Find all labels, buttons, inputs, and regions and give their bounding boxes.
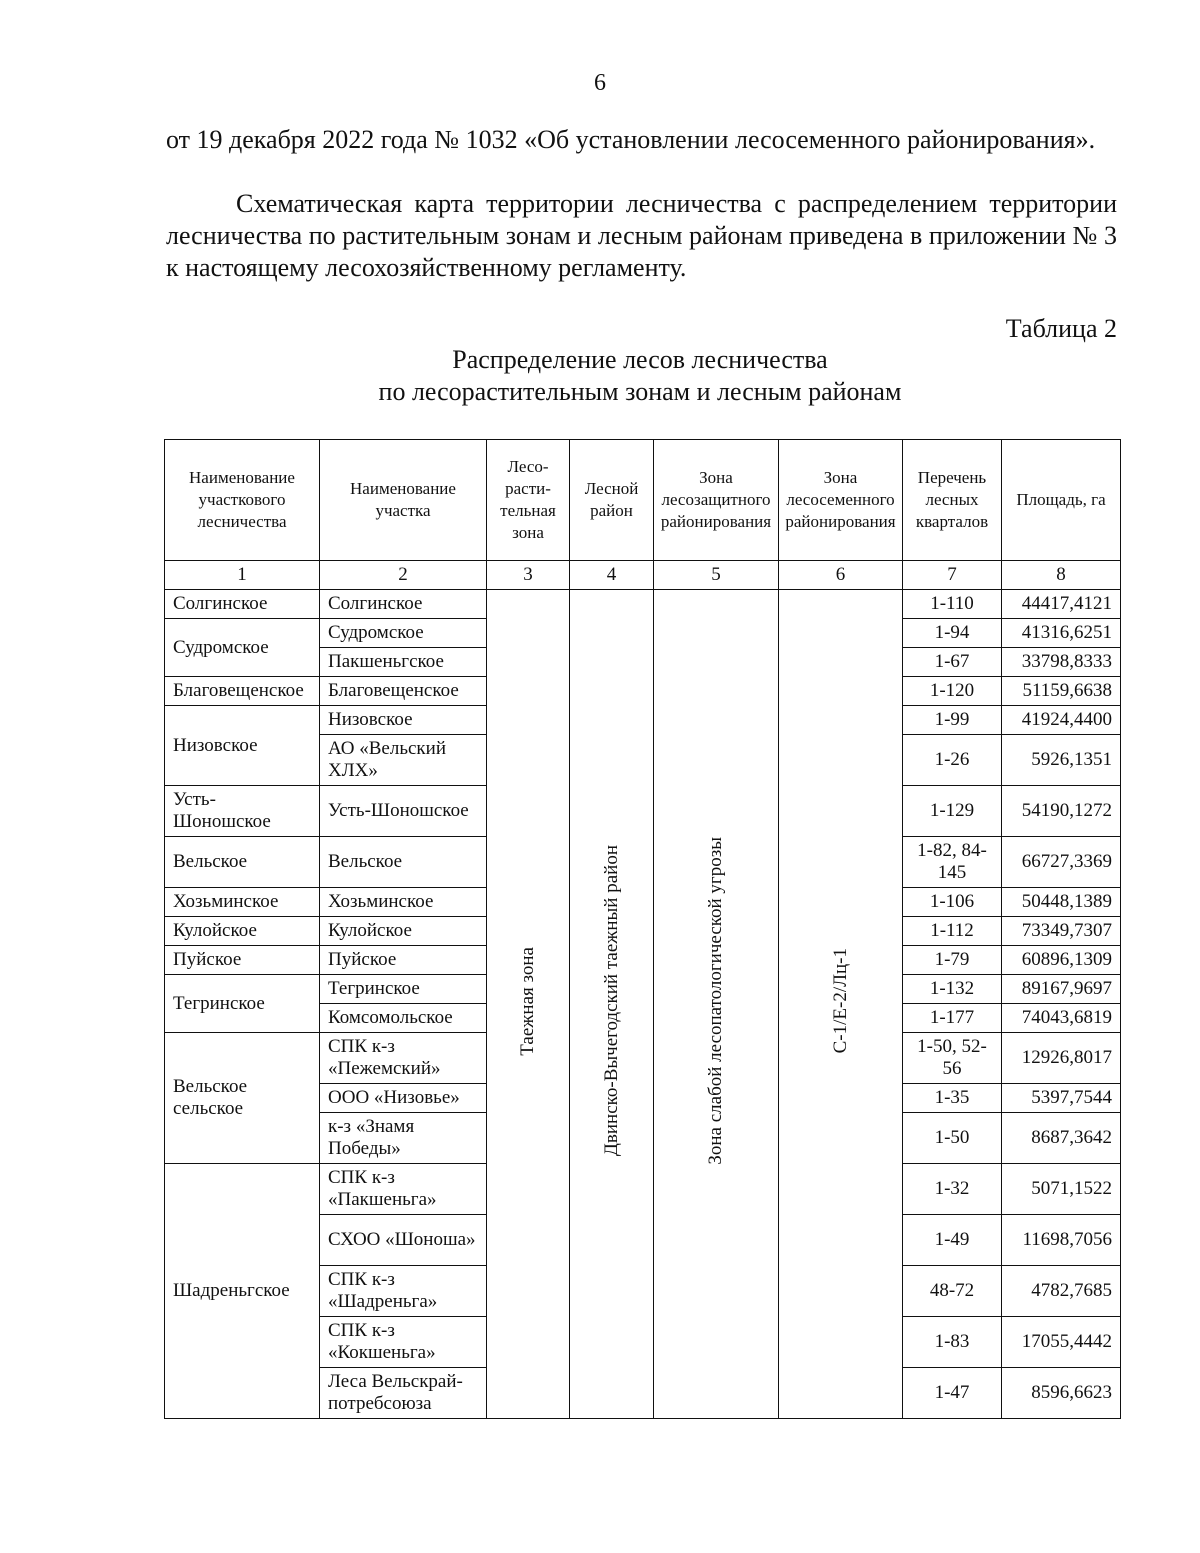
site-cell: Тегринское bbox=[320, 975, 487, 1004]
area-cell: 41316,6251 bbox=[1002, 619, 1121, 648]
area-cell: 51159,6638 bbox=[1002, 677, 1121, 706]
vegetation-zone-cell bbox=[487, 590, 570, 1419]
seed-zone-cell bbox=[779, 590, 903, 1419]
table-label: Таблица 2 bbox=[1005, 314, 1117, 343]
area-cell: 5071,1522 bbox=[1002, 1164, 1121, 1215]
forestry-cell: Низовское bbox=[165, 706, 320, 786]
column-number: 3 bbox=[487, 561, 570, 590]
column-number: 5 bbox=[654, 561, 779, 590]
area-cell: 41924,4400 bbox=[1002, 706, 1121, 735]
quarters-cell: 1-50, 52-56 bbox=[903, 1033, 1002, 1084]
site-cell: Вельское bbox=[320, 837, 487, 888]
site-cell: Кулойское bbox=[320, 917, 487, 946]
forestry-cell: Вельское сельское bbox=[165, 1033, 320, 1164]
site-cell: Пуйское bbox=[320, 946, 487, 975]
site-cell: Комсомольское bbox=[320, 1004, 487, 1033]
quarters-cell: 1-32 bbox=[903, 1164, 1002, 1215]
forestry-cell: Вельское bbox=[165, 837, 320, 888]
quarters-cell: 1-110 bbox=[903, 590, 1002, 619]
site-cell: Благовещенское bbox=[320, 677, 487, 706]
area-cell: 12926,8017 bbox=[1002, 1033, 1121, 1084]
site-cell: СПК к-з «Пакшеньга» bbox=[320, 1164, 487, 1215]
protection-zone-cell bbox=[654, 590, 779, 1419]
area-cell: 11698,7056 bbox=[1002, 1215, 1121, 1266]
site-cell: АО «Вельский ХЛХ» bbox=[320, 735, 487, 786]
site-cell: СПК к-з «Пежемский» bbox=[320, 1033, 487, 1084]
area-cell: 17055,4442 bbox=[1002, 1317, 1121, 1368]
column-number-row bbox=[165, 561, 1121, 590]
forestry-cell: Шадреньгское bbox=[165, 1164, 320, 1419]
quarters-cell: 1-177 bbox=[903, 1004, 1002, 1033]
seed-zone-label: С-1/Е-2/Лц-1 bbox=[829, 948, 851, 1054]
area-cell: 5397,7544 bbox=[1002, 1084, 1121, 1113]
forestry-cell: Судромское bbox=[165, 619, 320, 677]
forestry-cell: Усть-Шоношское bbox=[165, 786, 320, 837]
table-title bbox=[0, 344, 1200, 408]
site-cell: Низовское bbox=[320, 706, 487, 735]
quarters-cell: 1-99 bbox=[903, 706, 1002, 735]
quarters-cell: 1-67 bbox=[903, 648, 1002, 677]
quarters-cell: 1-47 bbox=[903, 1368, 1002, 1419]
column-number: 8 bbox=[1002, 561, 1121, 590]
site-cell: Усть-Шоношское bbox=[320, 786, 487, 837]
forestry-cell: Пуйское bbox=[165, 946, 320, 975]
quarters-cell: 1-106 bbox=[903, 888, 1002, 917]
quarters-cell: 1-79 bbox=[903, 946, 1002, 975]
header-seed-zone: Зона лесосеменного районирования bbox=[779, 440, 903, 561]
table-row bbox=[165, 590, 1121, 619]
quarters-cell: 1-82, 84-145 bbox=[903, 837, 1002, 888]
site-cell: СХОО «Шоноша» bbox=[320, 1215, 487, 1266]
quarters-cell: 1-49 bbox=[903, 1215, 1002, 1266]
forestry-cell: Тегринское bbox=[165, 975, 320, 1033]
vegetation-zone-label: Таежная зона bbox=[517, 946, 538, 1056]
site-cell: СПК к-з «Кокшеньга» bbox=[320, 1317, 487, 1368]
column-number: 4 bbox=[570, 561, 654, 590]
header-site: Наименование участка bbox=[320, 440, 487, 561]
site-cell: ООО «Низовье» bbox=[320, 1084, 487, 1113]
site-cell: Хозьминское bbox=[320, 888, 487, 917]
site-cell: Пакшеньгское bbox=[320, 648, 487, 677]
column-number: 7 bbox=[903, 561, 1002, 590]
area-cell: 89167,9697 bbox=[1002, 975, 1121, 1004]
forest-distribution-table bbox=[164, 439, 1121, 1419]
site-cell: СПК к-з «Шадреньга» bbox=[320, 1266, 487, 1317]
quarters-cell: 1-35 bbox=[903, 1084, 1002, 1113]
area-cell: 60896,1309 bbox=[1002, 946, 1121, 975]
header-district: Лесной район bbox=[570, 440, 654, 561]
area-cell: 54190,1272 bbox=[1002, 786, 1121, 837]
header-zone: Лесо-расти-тельная зона bbox=[487, 440, 570, 561]
header-protection-zone: Зона лесозащитного районирования bbox=[654, 440, 779, 561]
quarters-cell: 1-132 bbox=[903, 975, 1002, 1004]
area-cell: 33798,8333 bbox=[1002, 648, 1121, 677]
table-title-line-2: по лесорастительным зонам и лесным районам bbox=[378, 377, 902, 406]
area-cell: 74043,6819 bbox=[1002, 1004, 1121, 1033]
column-number: 6 bbox=[779, 561, 903, 590]
quarters-cell: 1-112 bbox=[903, 917, 1002, 946]
quarters-cell: 1-26 bbox=[903, 735, 1002, 786]
protection-zone-label: Зона слабой лесопатологической угрозы bbox=[705, 837, 726, 1165]
quarters-cell: 1-129 bbox=[903, 786, 1002, 837]
quarters-cell: 1-120 bbox=[903, 677, 1002, 706]
header-area: Площадь, га bbox=[1002, 440, 1121, 561]
paragraph-1: от 19 декабря 2022 года № 1032 «Об установлении лесосеменного районирования». bbox=[166, 125, 1096, 154]
header-quarters: Перечень лесных кварталов bbox=[903, 440, 1002, 561]
area-cell: 4782,7685 bbox=[1002, 1266, 1121, 1317]
quarters-cell: 1-94 bbox=[903, 619, 1002, 648]
quarters-cell: 48-72 bbox=[903, 1266, 1002, 1317]
quarters-cell: 1-50 bbox=[903, 1113, 1002, 1164]
forest-district-label: Двинско-Вычегодский таежный район bbox=[600, 845, 622, 1157]
area-cell: 5926,1351 bbox=[1002, 735, 1121, 786]
area-cell: 50448,1389 bbox=[1002, 888, 1121, 917]
quarters-cell: 1-83 bbox=[903, 1317, 1002, 1368]
area-cell: 8687,3642 bbox=[1002, 1113, 1121, 1164]
forest-district-cell bbox=[570, 590, 654, 1419]
area-cell: 73349,7307 bbox=[1002, 917, 1121, 946]
paragraph-2: Схематическая карта территории лесничества с распределением территории лесничества по растительным зонам и лесным районам приведена в приложении № 3 к настоящему лесохозяйственному регламенту. bbox=[166, 189, 1117, 282]
area-cell: 8596,6623 bbox=[1002, 1368, 1121, 1419]
area-cell: 44417,4121 bbox=[1002, 590, 1121, 619]
column-number: 1 bbox=[165, 561, 320, 590]
column-number: 2 bbox=[320, 561, 487, 590]
forestry-cell: Кулойское bbox=[165, 917, 320, 946]
area-cell: 66727,3369 bbox=[1002, 837, 1121, 888]
site-cell: Леса Вельскрай-потребсоюза bbox=[320, 1368, 487, 1419]
site-cell: Солгинское bbox=[320, 590, 487, 619]
forestry-cell: Благовещенское bbox=[165, 677, 320, 706]
forestry-cell: Хозьминское bbox=[165, 888, 320, 917]
forestry-cell: Солгинское bbox=[165, 590, 320, 619]
site-cell: к-з «Знамя Победы» bbox=[320, 1113, 487, 1164]
header-row bbox=[165, 440, 1121, 561]
site-cell: Судромское bbox=[320, 619, 487, 648]
page-number: 6 bbox=[594, 70, 606, 96]
table-title-line-1: Распределение лесов лесничества bbox=[452, 345, 828, 374]
header-forestry: Наименование участкового лесничества bbox=[165, 440, 320, 561]
